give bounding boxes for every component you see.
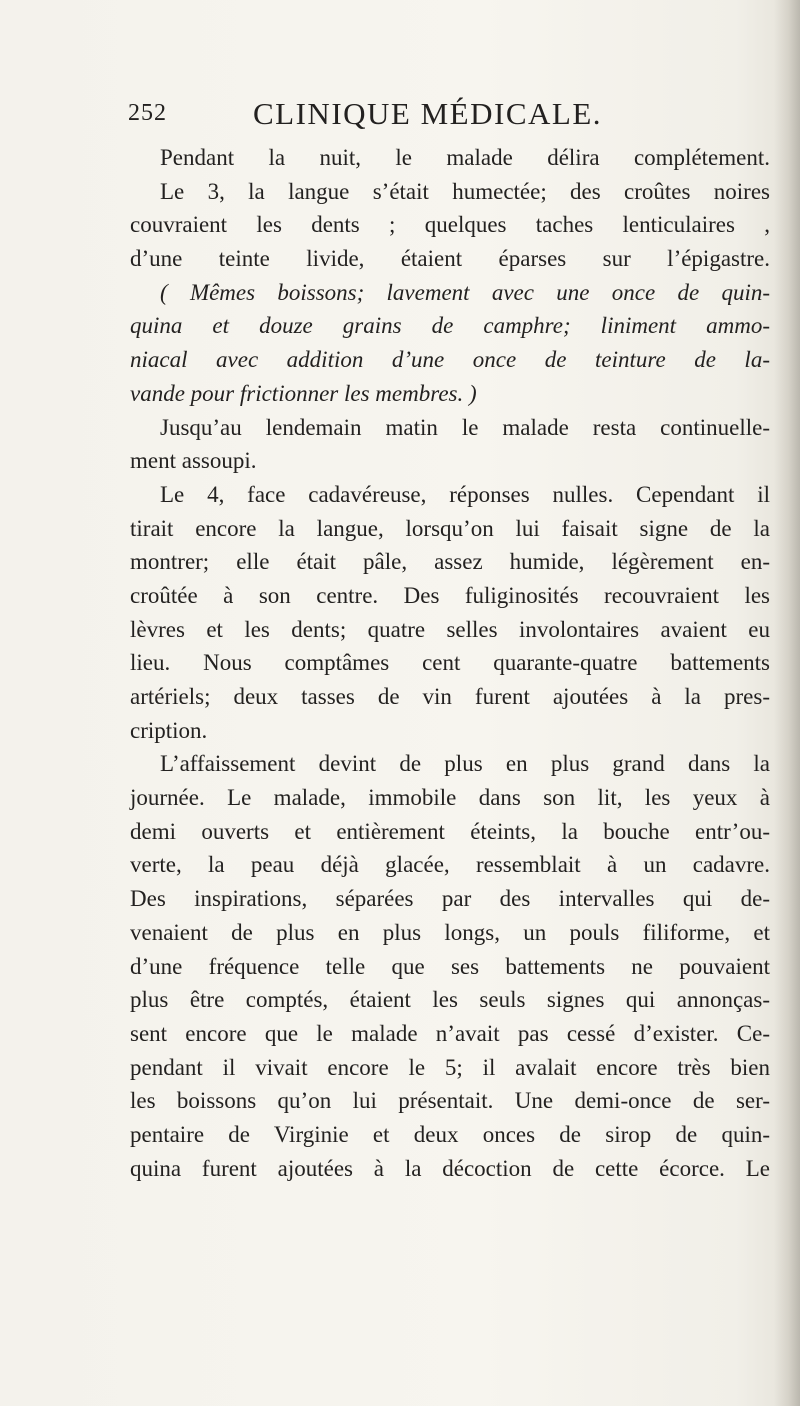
text-line: tirait encore la langue, lorsqu’on lui faisait signe de la (130, 515, 770, 541)
text-line: artériels; deux tasses de vin furent ajoutées à la pres- (130, 684, 770, 709)
text-line: d’une fréquence telle que ses battements ne pouvaient (130, 953, 770, 979)
text-line: cription. (130, 717, 208, 743)
text-line: pentaire de Virginie et deux onces de sirop de quin- (130, 1121, 770, 1147)
text-line: sent encore que le malade n’avait pas cessé d’exister. Ce- (130, 1020, 770, 1046)
text-line: L’affaissement devint de plus en plus grand dans la (160, 751, 770, 777)
text-line: Le 4, face cadavéreuse, réponses nulles. Cependant il (160, 481, 770, 507)
text-line: Des inspirations, séparées par des intervalles qui de- (130, 886, 770, 912)
text-line: verte, la peau déjà glacée, ressemblait à un cadavre. (130, 852, 770, 878)
text-line: couvraient les dents ; quelques taches lenticulaires , (130, 212, 770, 238)
text-line: d’une teinte livide, étaient éparses sur l’épigastre. (130, 246, 770, 272)
text-line: croûtée à son centre. Des fuliginosités recouvraient les (130, 582, 770, 608)
text-line: vande pour frictionner les membres. ) (130, 380, 477, 406)
text-line: ment assoupi. (130, 448, 257, 474)
text-line: Le 3, la langue s’était humectée; des croûtes noires (160, 178, 770, 204)
text-body (130, 141, 770, 1185)
text-line: demi ouverts et entièrement éteints, la bouche entr’ou- (130, 818, 770, 844)
page-edge-shadow (774, 0, 800, 1406)
text-line: les boissons qu’on lui présentait. Une demi-once de ser- (130, 1088, 770, 1114)
text-line: lèvres et les dents; quatre selles involontaires avaient eu (130, 616, 770, 642)
text-line: montrer; elle était pâle, assez humide, légèrement en- (130, 549, 770, 575)
text-line: quina furent ajoutées à la décoction de cette écorce. Le (130, 1155, 770, 1181)
page-header (128, 96, 688, 136)
text-line: venaient de plus en plus longs, un pouls filiforme, et (130, 919, 770, 945)
running-title: CLINIQUE MÉDICALE. (253, 96, 603, 131)
text-line: ( Mêmes boissons; lavement avec une once de quin- (160, 279, 770, 305)
text-line: Jusqu’au lendemain matin le malade resta continuelle- (160, 414, 770, 440)
text-line: journée. Le malade, immobile dans son lit, les yeux à (130, 785, 770, 811)
text-line: pendant il vivait encore le 5; il avalait encore très bien (130, 1054, 770, 1080)
text-line: Pendant la nuit, le malade délira complétement. (160, 145, 770, 170)
text-line: lieu. Nous comptâmes cent quarante-quatre battements (130, 650, 770, 676)
text-line: niacal avec addition d’une once de teinture de la- (130, 347, 770, 373)
text-line: quina et douze grains de camphre; liniment ammo- (130, 313, 770, 339)
page-number: 252 (128, 100, 167, 126)
text-line: plus être comptés, étaient les seuls signes qui annonças- (130, 987, 770, 1013)
